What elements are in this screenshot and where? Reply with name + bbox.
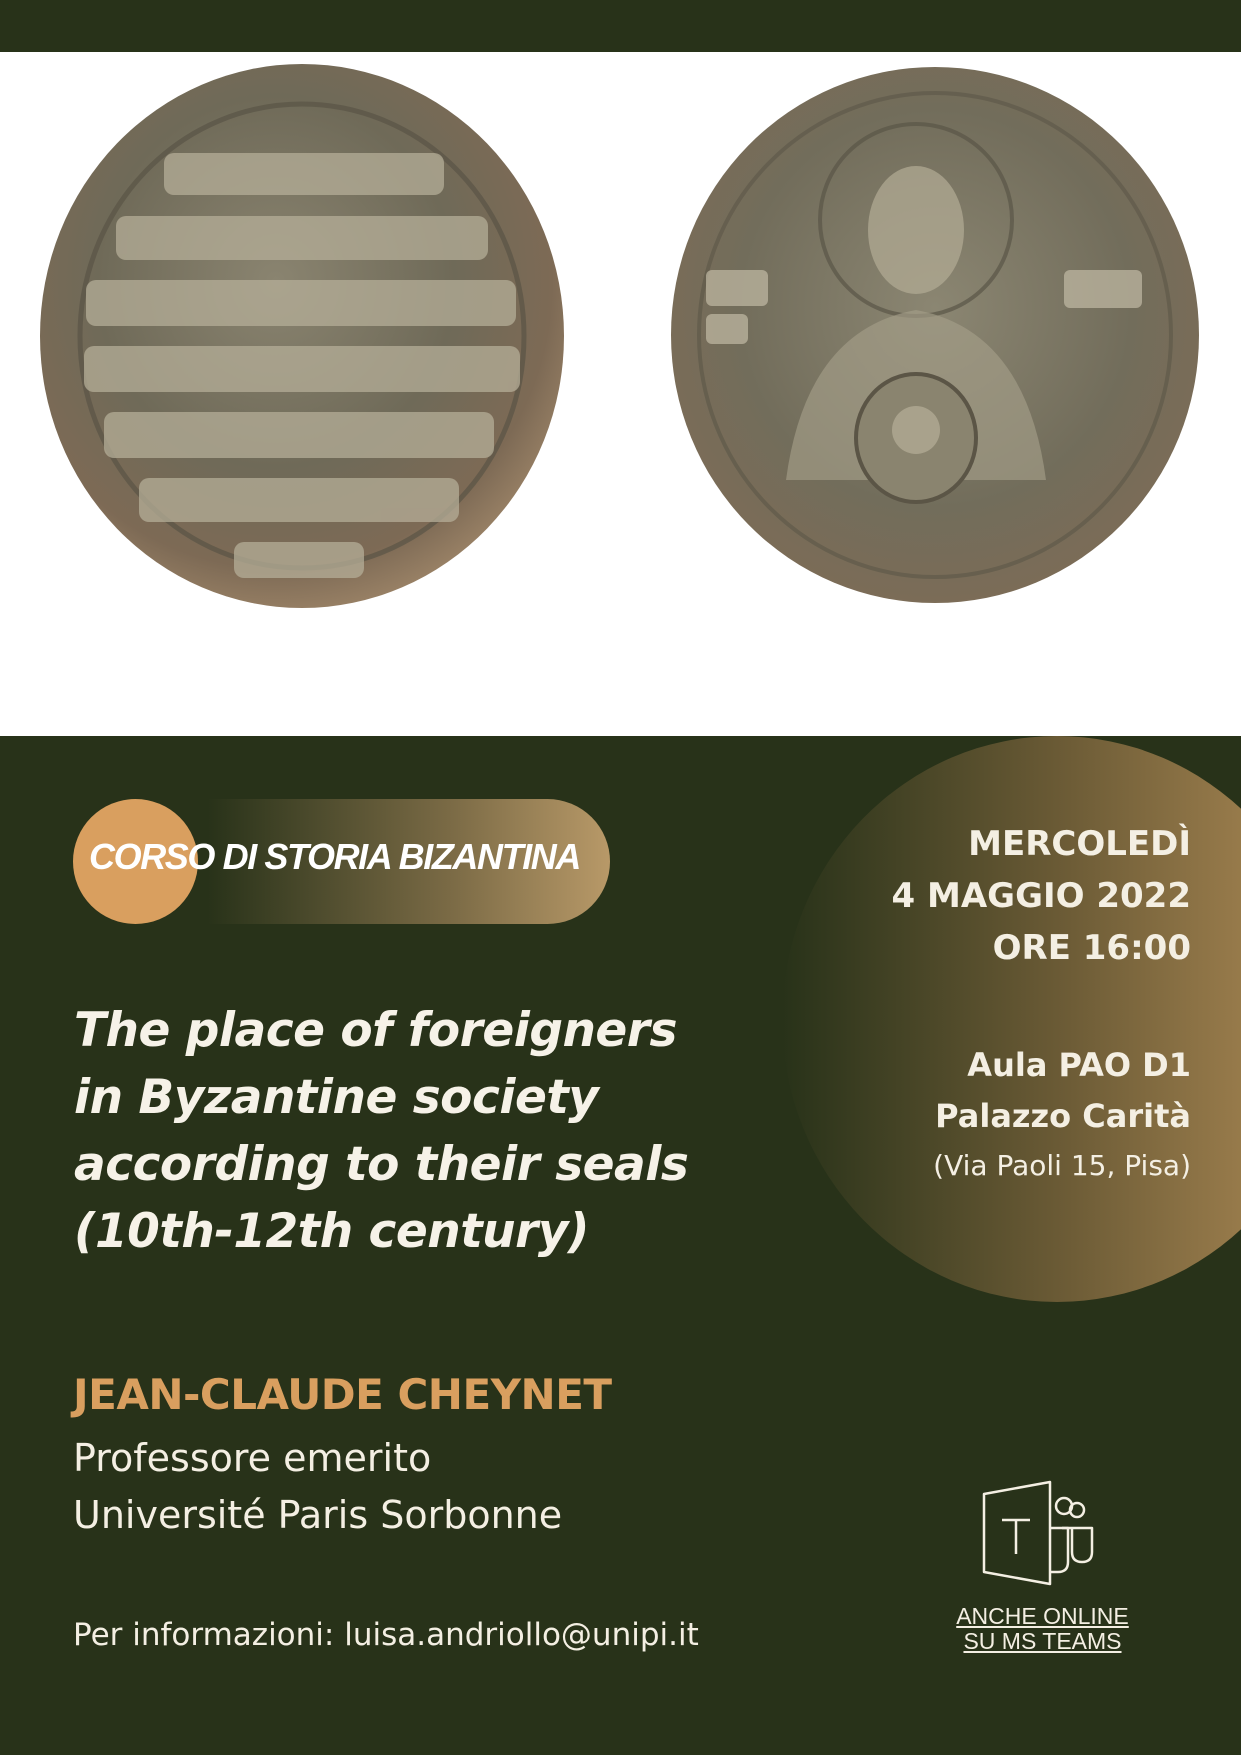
venue-block — [771, 1040, 1191, 1190]
schedule-date: 4 MAGGIO 2022 — [891, 876, 1191, 916]
venue-building: Palazzo Carità — [935, 1097, 1191, 1135]
lecture-title-line: in Byzantine society — [74, 1070, 599, 1125]
contact-info: Per informazioni: luisa.andriollo@unipi.it — [73, 1617, 699, 1653]
speaker-name: JEAN-CLAUDE CHEYNET — [73, 1370, 612, 1419]
online-note-line1: ANCHE ONLINE — [956, 1603, 1129, 1629]
lecture-title-line: according to their seals — [74, 1137, 689, 1192]
lecture-title-line: (10th-12th century) — [74, 1204, 589, 1259]
speaker-role: Professore emerito — [73, 1436, 432, 1480]
venue-address: (Via Paoli 15, Pisa) — [933, 1149, 1191, 1182]
ms-teams-icon — [982, 1480, 1094, 1586]
schedule-time: ORE 16:00 — [992, 928, 1191, 968]
course-label: CORSO DI STORIA BIZANTINA — [89, 836, 581, 877]
online-note-line2: SU MS TEAMS — [963, 1628, 1122, 1654]
venue-room: Aula PAO D1 — [967, 1046, 1191, 1084]
top-bar — [0, 0, 1241, 52]
speaker-university: Université Paris Sorbonne — [73, 1493, 563, 1537]
schedule-block — [771, 818, 1191, 974]
lecture-title-line: The place of foreigners — [74, 1003, 677, 1058]
seal-virgin-image — [666, 60, 1204, 610]
schedule-day: MERCOLEDÌ — [968, 824, 1191, 864]
online-note[interactable] — [930, 1604, 1155, 1654]
lecture-title — [74, 997, 714, 1265]
seal-inscription-image — [34, 58, 570, 614]
